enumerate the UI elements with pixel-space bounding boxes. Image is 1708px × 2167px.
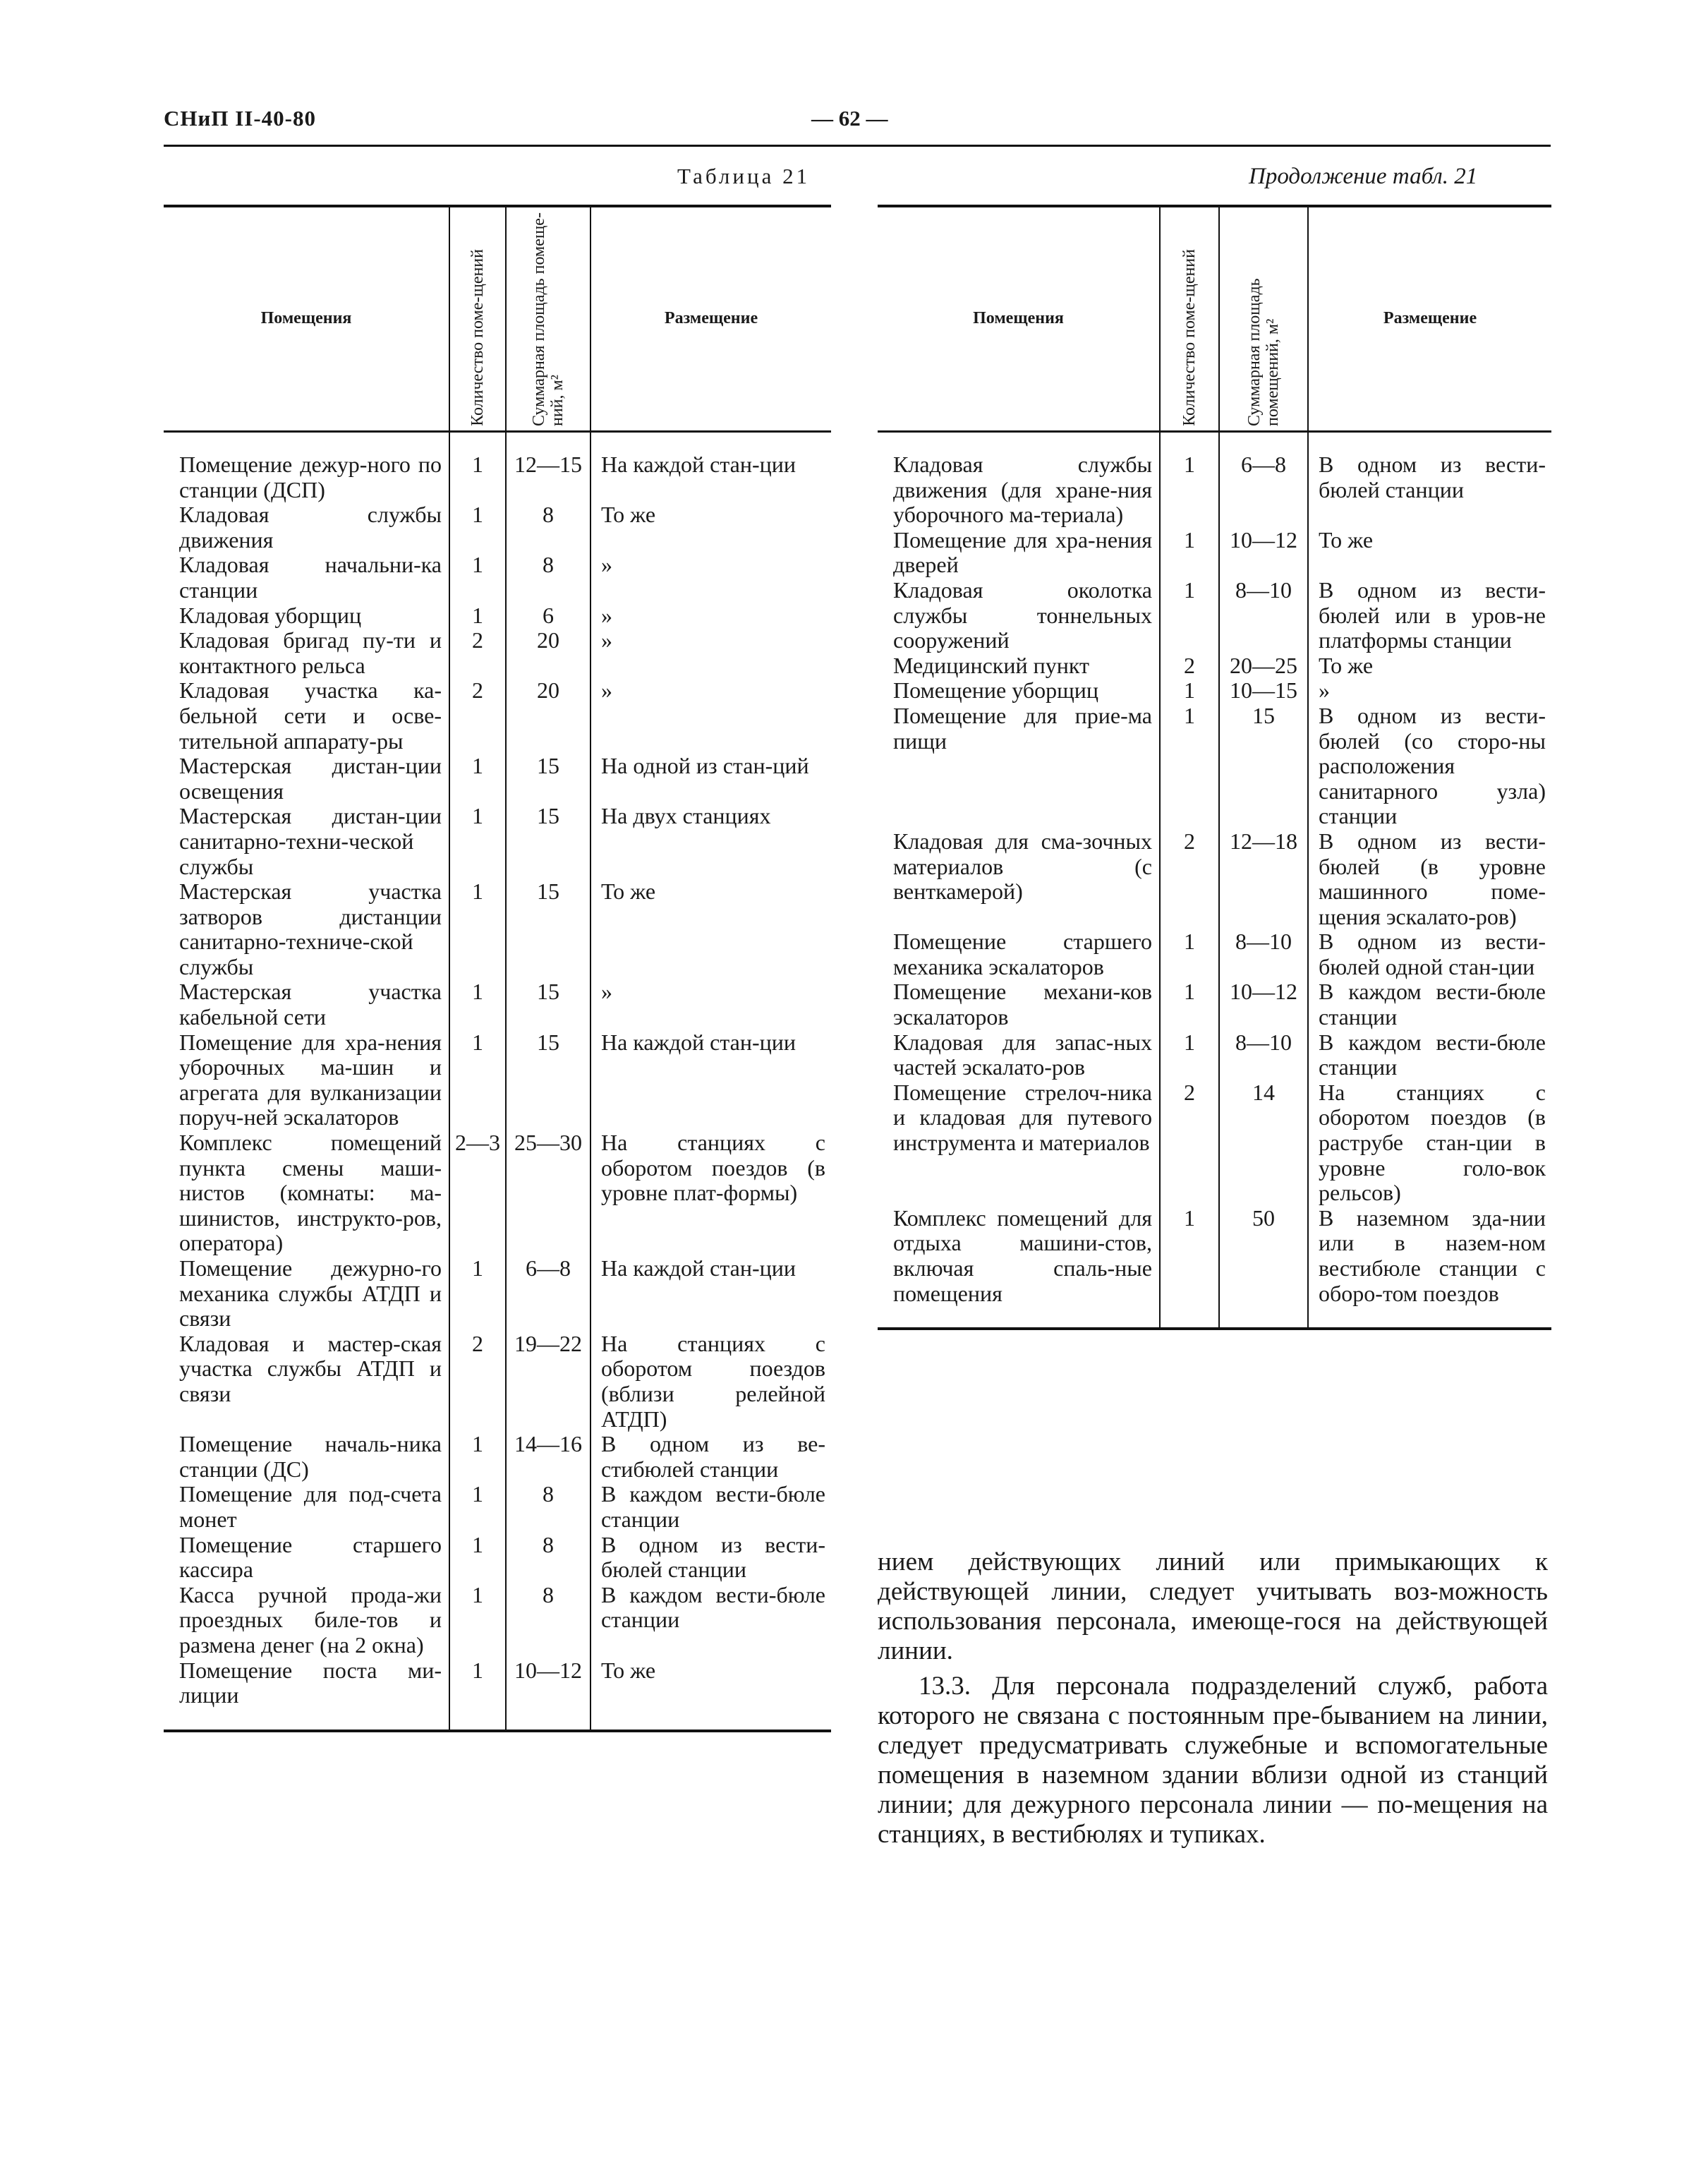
- room-count: 1: [449, 1583, 506, 1658]
- room-placement: На станциях с оборотом поездов (вблизи релейной АТДП): [590, 1332, 831, 1432]
- right-table-caption: Продолжение табл. 21: [1249, 164, 1478, 189]
- room-name: Помещение старшего кассира: [179, 1531, 442, 1583]
- room-name: Мастерская участка кабельной сети: [179, 979, 442, 1030]
- left-table-row: [164, 502, 831, 553]
- room-count: 2: [449, 628, 506, 678]
- room-area: 15: [506, 879, 590, 979]
- body-text: [878, 1547, 1548, 1849]
- room-count: 1: [449, 754, 506, 804]
- room-area: 15: [506, 979, 590, 1030]
- room-name: Комплекс помещений пункта смены маши-нистов (комнаты: ма-шинистов, инструкто-ров, оператора): [179, 1130, 442, 1256]
- room-name: Кладовая околотка службы тоннельных сооружений: [893, 577, 1152, 653]
- room-count: 2: [1160, 653, 1219, 679]
- room-area: 8—10: [1219, 929, 1308, 979]
- room-name: Медицинский пункт: [893, 652, 1089, 678]
- room-name: Помещение для прие-ма пищи: [893, 702, 1152, 754]
- room-count: 1: [449, 1482, 506, 1532]
- body-paragraph-1: нием действующих линий или примыкающих к действующей линии, следует учитывать воз-можность использования персонала, имеюще-гося на действующей линии.: [878, 1547, 1548, 1665]
- room-area: 19—22: [506, 1332, 590, 1432]
- room-name: Комплекс помещений для отдыха машини-стов, включая спаль-ные помещения: [893, 1205, 1152, 1306]
- room-count: 1: [1160, 432, 1219, 528]
- room-area: 25—30: [506, 1130, 590, 1256]
- right-table-row: [878, 678, 1551, 704]
- left-table-row: [164, 1256, 831, 1332]
- room-placement: В каждом вести-бюле станции: [590, 1482, 831, 1532]
- room-name: Кладовая начальни-ка станции: [179, 552, 442, 603]
- room-placement: То же: [1308, 653, 1551, 679]
- room-count: 1: [449, 502, 506, 553]
- header-rule: [164, 145, 1551, 147]
- left-table-row: [164, 553, 831, 603]
- room-placement: На каждой стан-ции: [590, 1256, 831, 1332]
- room-placement: На каждой стан-ции: [590, 1030, 831, 1130]
- left-table-row: [164, 1432, 831, 1482]
- room-area: 14—16: [506, 1432, 590, 1482]
- room-count: 2: [449, 678, 506, 754]
- room-area: 12—18: [1219, 829, 1308, 929]
- room-count: 2: [449, 1332, 506, 1432]
- room-placement: »: [590, 979, 831, 1030]
- room-area: 8—10: [1219, 578, 1308, 653]
- right-table-row: [878, 1080, 1551, 1206]
- right-table-row: [878, 578, 1551, 653]
- room-name: Помещение началь-ника станции (ДС): [179, 1431, 442, 1482]
- room-count: 1: [449, 1256, 506, 1332]
- room-placement: В каждом вести-бюле станции: [1308, 1030, 1551, 1080]
- left-header-area: Суммарная площадь помеще-ний, м²: [506, 206, 590, 432]
- room-area: 8: [506, 1482, 590, 1532]
- room-placement: В одном из вести-бюлей станции: [1308, 432, 1551, 528]
- room-count: 1: [449, 432, 506, 503]
- room-count: 2: [1160, 829, 1219, 929]
- room-count: 1: [449, 1432, 506, 1482]
- room-placement: »: [590, 628, 831, 678]
- room-placement: »: [590, 553, 831, 603]
- room-count: 1: [449, 804, 506, 879]
- right-header-qty: Количество поме-щений: [1160, 206, 1219, 432]
- room-area: 50: [1219, 1206, 1308, 1329]
- left-table-row: [164, 804, 831, 879]
- right-table-row: [878, 1206, 1551, 1329]
- left-header-qty: Количество поме-щений: [449, 206, 506, 432]
- room-count: 1: [449, 603, 506, 629]
- room-area: 10—12: [1219, 528, 1308, 578]
- room-placement: »: [590, 603, 831, 629]
- room-placement: То же: [1308, 528, 1551, 578]
- left-table-row: [164, 1482, 831, 1532]
- room-placement: В одном из вести-бюлей станции: [590, 1533, 831, 1583]
- room-name: Кладовая службы движения: [179, 502, 442, 553]
- right-table-row: [878, 432, 1551, 528]
- room-area: 20: [506, 628, 590, 678]
- room-name: Кладовая для запас-ных частей эскалато-ров: [893, 1029, 1152, 1080]
- right-table-row: [878, 979, 1551, 1030]
- room-name: Помещение поста ми-лиции: [179, 1657, 442, 1708]
- left-table-row: [164, 603, 831, 629]
- room-name: Помещение механи-ков эскалаторов: [893, 979, 1152, 1030]
- room-area: 6—8: [506, 1256, 590, 1332]
- room-area: 10—12: [1219, 979, 1308, 1030]
- room-placement: В каждом вести-бюле станции: [590, 1583, 831, 1658]
- room-name: Помещение старшего механика эскалаторов: [893, 929, 1152, 979]
- left-table: [164, 205, 831, 1732]
- right-table-row: [878, 704, 1551, 829]
- room-count: 1: [1160, 678, 1219, 704]
- room-placement: В одном из вести-бюлей или в уров-не платформы станции: [1308, 578, 1551, 653]
- room-placement: То же: [590, 502, 831, 553]
- room-area: 6: [506, 603, 590, 629]
- room-count: 1: [1160, 1206, 1219, 1329]
- left-table-row: [164, 879, 831, 979]
- room-placement: То же: [590, 1658, 831, 1731]
- right-table-row: [878, 528, 1551, 578]
- room-area: 15: [506, 804, 590, 879]
- room-area: 20: [506, 678, 590, 754]
- room-count: 1: [449, 1658, 506, 1731]
- left-table-row: [164, 432, 831, 503]
- room-placement: На станциях с оборотом поездов (в раструбе стан-ции в уровне голо-вок рельсов): [1308, 1080, 1551, 1206]
- room-name: Помещение дежур-ного по станции (ДСП): [179, 452, 442, 502]
- body-paragraph-2: 13.3. Для персонала подразделений служб, работа которого не связана с постоянным пре-быванием на линии, следует предусматривать служебные и вспомогательные помещения в наземном здании вблизи одной из станций линии; для дежурного персонала линии — по-мещения на станциях, в вестибюлях и тупиках.: [878, 1672, 1548, 1849]
- room-area: 15: [506, 754, 590, 804]
- room-name: Кладовая участка ка-бельной сети и осве-тительной аппарату-ры: [179, 677, 442, 754]
- room-name: Кладовая и мастер-ская участка службы АТДП и связи: [179, 1330, 442, 1406]
- room-placement: В одном из вести-бюлей (со сторо-ны расположения санитарного узла) станции: [1308, 704, 1551, 829]
- room-placement: »: [590, 678, 831, 754]
- room-area: 14: [1219, 1080, 1308, 1206]
- room-count: 1: [1160, 929, 1219, 979]
- room-count: 2—3: [449, 1130, 506, 1256]
- room-area: 8: [506, 1533, 590, 1583]
- room-count: 1: [449, 879, 506, 979]
- room-area: 15: [1219, 704, 1308, 829]
- right-table-row: [878, 653, 1551, 679]
- left-table-caption: Таблица 21: [677, 164, 811, 188]
- room-area: 15: [506, 1030, 590, 1130]
- right-table-row: [878, 829, 1551, 929]
- room-count: 1: [449, 1533, 506, 1583]
- room-placement: »: [1308, 678, 1551, 704]
- room-count: 1: [449, 979, 506, 1030]
- room-area: 8: [506, 1583, 590, 1658]
- room-placement: В одном из ве-стибюлей станции: [590, 1432, 831, 1482]
- room-placement: На станциях с оборотом поездов (в уровне плат-формы): [590, 1130, 831, 1256]
- room-name: Помещение для хра-нения дверей: [893, 526, 1152, 578]
- room-name: Кладовая для сма-зочных материалов (с венткамерой): [893, 828, 1152, 905]
- room-placement: В каждом вести-бюле станции: [1308, 979, 1551, 1030]
- right-table-body: [878, 432, 1551, 1329]
- room-area: 6—8: [1219, 432, 1308, 528]
- room-count: 2: [1160, 1080, 1219, 1206]
- room-placement: На одной из стан-ций: [590, 754, 831, 804]
- room-placement: В одном из вести-бюлей (в уровне машинного поме-щения эскалато-ров): [1308, 829, 1551, 929]
- right-table-row: [878, 929, 1551, 979]
- room-area: 10—15: [1219, 678, 1308, 704]
- room-name: Мастерская дистан-ции освещения: [179, 753, 442, 804]
- room-name: Кладовая службы движения (для хране-ния уборочного ма-териала): [893, 452, 1152, 528]
- room-name: Мастерская дистан-ции санитарно-техни-ческой службы: [179, 803, 442, 879]
- room-area: 8—10: [1219, 1030, 1308, 1080]
- room-placement: В наземном зда-нии или в назем-ном вестибюле станции с оборо-том поездов: [1308, 1206, 1551, 1329]
- left-table-row: [164, 1130, 831, 1256]
- room-area: 20—25: [1219, 653, 1308, 679]
- left-table-body: [164, 432, 831, 1731]
- room-count: 1: [449, 1030, 506, 1130]
- left-table-row: [164, 628, 831, 678]
- left-table-row: [164, 1030, 831, 1130]
- left-table-row: [164, 1583, 831, 1658]
- right-table: [878, 205, 1551, 1330]
- room-name: Помещение для хра-нения уборочных ма-шин и агрегата для вулканизации поруч-ней эскалаторов: [179, 1029, 442, 1130]
- room-name: Кладовая бригад пу-ти и контактного рельса: [179, 627, 442, 678]
- left-table-row: [164, 754, 831, 804]
- room-count: 1: [1160, 578, 1219, 653]
- room-name: Мастерская участка затворов дистанции санитарно-техниче-ской службы: [179, 879, 442, 979]
- room-name: Помещение стрелоч-ника и кладовая для путевого инструмента и материалов: [893, 1079, 1152, 1156]
- room-name: Помещение дежурно-го механика службы АТДП и связи: [179, 1255, 442, 1332]
- room-area: 12—15: [506, 432, 590, 503]
- room-name: Касса ручной прода-жи проездных биле-тов и размена денег (на 2 окна): [179, 1581, 442, 1658]
- left-table-row: [164, 979, 831, 1030]
- room-name: Кладовая уборщиц: [179, 602, 362, 628]
- room-area: 8: [506, 553, 590, 603]
- room-count: 1: [1160, 704, 1219, 829]
- left-table-row: [164, 678, 831, 754]
- document-code: СНиП II-40-80: [164, 106, 316, 131]
- left-header-rooms: Помещения: [260, 309, 352, 328]
- left-table-row: [164, 1332, 831, 1432]
- room-placement: На каждой стан-ции: [590, 432, 831, 503]
- room-count: 1: [1160, 528, 1219, 578]
- right-header-placement: Размещение: [1308, 206, 1551, 432]
- left-table-row: [164, 1658, 831, 1731]
- room-area: 10—12: [506, 1658, 590, 1731]
- left-header-placement: Размещение: [590, 206, 831, 432]
- room-placement: В одном из вести-бюлей одной стан-ции: [1308, 929, 1551, 979]
- room-count: 1: [1160, 1030, 1219, 1080]
- room-name: Помещение для под-счета монет: [179, 1481, 442, 1532]
- room-name: Помещение уборщиц: [893, 677, 1098, 704]
- right-table-row: [878, 1030, 1551, 1080]
- left-table-row: [164, 1533, 831, 1583]
- page-number: — 62 —: [811, 106, 888, 131]
- right-header-area: Суммарная площадь помещений, м²: [1219, 206, 1308, 432]
- room-area: 8: [506, 502, 590, 553]
- room-count: 1: [449, 553, 506, 603]
- room-count: 1: [1160, 979, 1219, 1030]
- right-header-rooms: Помещения: [973, 309, 1064, 328]
- room-placement: То же: [590, 879, 831, 979]
- room-placement: На двух станциях: [590, 804, 831, 879]
